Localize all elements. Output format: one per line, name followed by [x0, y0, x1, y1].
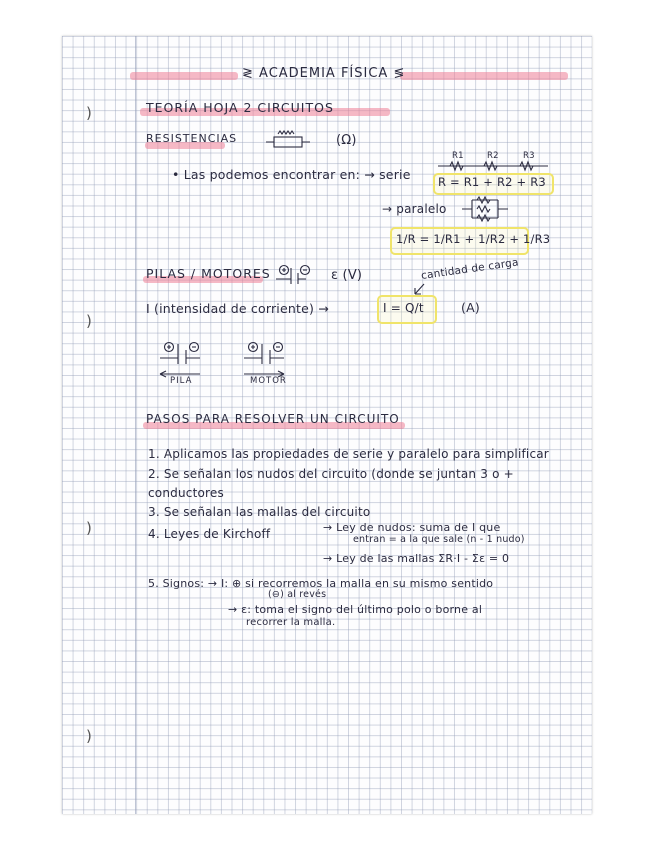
emf-unit: ε (V)	[331, 268, 363, 283]
step-5-emf: → ε: toma el signo del último polo o borne al	[228, 603, 483, 616]
step-4: 4. Leyes de Kirchoff	[148, 527, 271, 541]
resistor-icon	[266, 128, 310, 150]
margin-line	[135, 36, 136, 814]
pasos-heading: PASOS PARA RESOLVER UN CIRCUITO	[146, 412, 400, 426]
step-2: 2. Se señalan los nudos del circuito (donde se juntan 3 o +	[148, 467, 514, 481]
law-mallas: → Ley de las mallas ΣR·I - Σε = 0	[323, 552, 510, 565]
current-formula: I = Q/t	[383, 301, 424, 315]
step-2-continued: conductores	[148, 486, 224, 500]
parallel-label: → paralelo	[382, 202, 447, 216]
step-5-reverse: (⊖) al revés	[268, 589, 327, 600]
series-label-r3: R3	[523, 151, 535, 161]
step-1: 1. Aplicamos las propiedades de serie y paralelo para simplificar	[148, 447, 549, 461]
ring-hole-icon: )	[86, 519, 92, 537]
law-nudos-continued: entran = a la que sale (n - 1 nudo)	[353, 534, 525, 545]
page-title: ≷ ACADEMIA FÍSICA ≶	[242, 66, 406, 81]
charge-annotation: cantidad de carga	[420, 256, 520, 282]
current-unit: (A)	[461, 300, 480, 315]
series-label-r2: R2	[487, 151, 499, 161]
parallel-formula: 1/R = 1/R1 + 1/R2 + 1/R3	[396, 232, 551, 246]
section-title: TEORÍA HOJA 2 CIRCUITOS	[146, 100, 334, 115]
current-definition: I (intensidad de corriente) →	[146, 301, 329, 316]
step-5: 5. Signos: → I: ⊕ si recorremos la malla en su mismo sentido	[148, 577, 494, 590]
law-nudos: → Ley de nudos: suma de I que	[323, 521, 501, 534]
step-5-emf-continued: recorrer la malla.	[246, 617, 336, 628]
title-highlight-left	[130, 72, 238, 80]
motor-label: MOTOR	[250, 376, 287, 386]
parallel-resistors-diagram	[462, 196, 508, 222]
step-3: 3. Se señalan las mallas del circuito	[148, 505, 371, 519]
series-label-r1: R1	[452, 151, 464, 161]
battery-icon	[276, 264, 316, 286]
title-highlight-right	[400, 72, 568, 80]
series-formula: R = R1 + R2 + R3	[438, 175, 546, 189]
resistance-unit: (Ω)	[336, 133, 357, 148]
ring-hole-icon: )	[86, 104, 92, 122]
ring-hole-icon: )	[86, 727, 92, 745]
resistencias-heading: RESISTENCIAS	[146, 132, 238, 145]
pilas-heading: PILAS / MOTORES	[146, 266, 271, 281]
pila-label: PILA	[170, 376, 193, 386]
resistances-intro: • Las podemos encontrar en: → serie	[172, 167, 411, 182]
ring-hole-icon: )	[86, 312, 92, 330]
